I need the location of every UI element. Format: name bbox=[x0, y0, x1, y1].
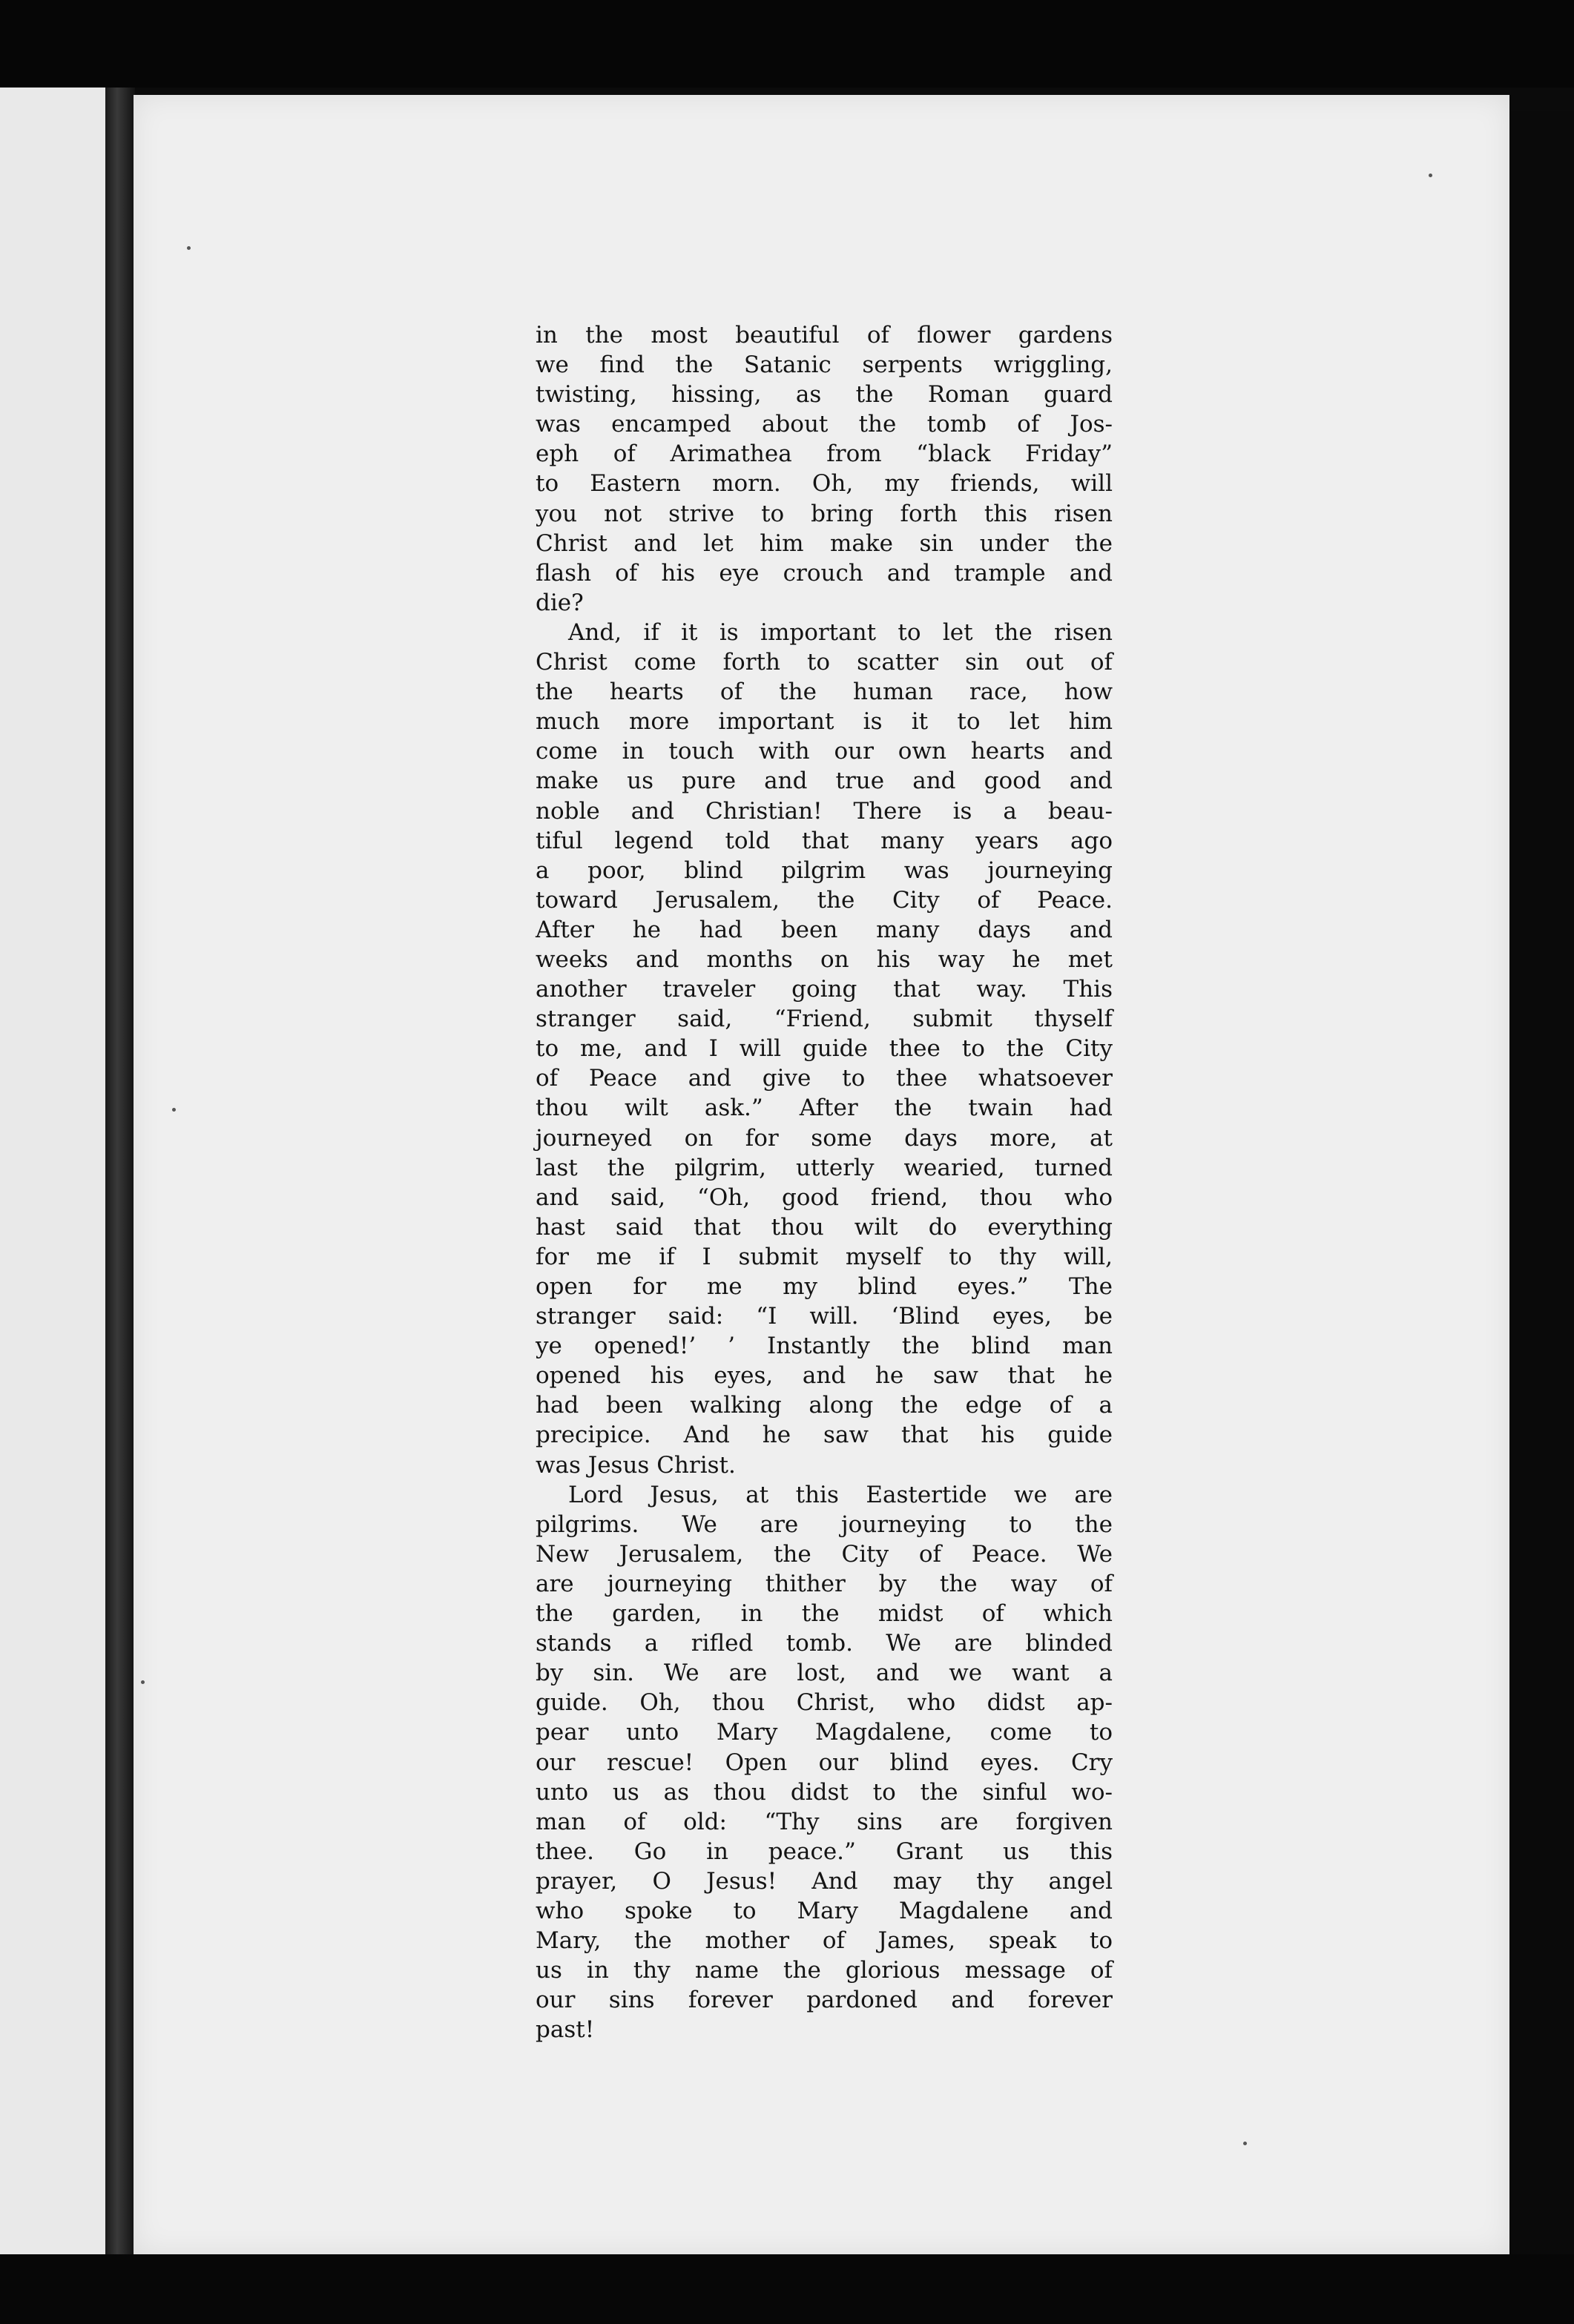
text-line: we find the Satanic serpents wriggling, bbox=[536, 351, 1113, 379]
text-line: and said, “Oh, good friend, thou who bbox=[536, 1184, 1113, 1211]
text-line: much more important is it to let him bbox=[536, 708, 1113, 736]
text-line: past! bbox=[536, 2016, 595, 2044]
text-line: precipice. And he saw that his guide bbox=[536, 1422, 1113, 1449]
text-line: Lord Jesus, at this Eastertide we are bbox=[568, 1481, 1113, 1508]
text-line: stranger said: “I will. ‘Blind eyes, be bbox=[536, 1303, 1113, 1330]
scan-right-border bbox=[1509, 111, 1574, 2269]
text-line: us in thy name the glorious message of bbox=[536, 1957, 1113, 1984]
text-line: for me if I submit myself to thy will, bbox=[536, 1243, 1113, 1270]
text-line: our rescue! Open our blind eyes. Cry bbox=[536, 1749, 1113, 1776]
text-line: tiful legend told that many years ago bbox=[536, 827, 1113, 854]
text-line: by sin. We are lost, and we want a bbox=[536, 1660, 1113, 1687]
text-line: thou wilt ask.” After the twain had bbox=[536, 1095, 1113, 1122]
text-line: Christ and let him make sin under the bbox=[536, 529, 1113, 557]
page-speck bbox=[1243, 2142, 1247, 2145]
binding-gutter bbox=[105, 88, 135, 2275]
page-speck bbox=[1429, 174, 1432, 177]
text-line: New Jerusalem, the City of Peace. We bbox=[536, 1540, 1113, 1568]
text-line: man of old: “Thy sins are forgiven bbox=[536, 1808, 1113, 1835]
page-speck bbox=[187, 246, 191, 250]
page-speck bbox=[141, 1680, 145, 1684]
text-line: pilgrims. We are journeying to the bbox=[536, 1511, 1113, 1538]
text-line: a poor, blind pilgrim was journeying bbox=[536, 856, 1113, 884]
text-line: die? bbox=[536, 589, 584, 616]
text-line: guide. Oh, thou Christ, who didst ap- bbox=[536, 1689, 1113, 1717]
text-line: stands a rifled tomb. We are blinded bbox=[536, 1630, 1113, 1657]
text-line: of Peace and give to thee whatsoever bbox=[536, 1065, 1113, 1092]
scan-top-border bbox=[0, 0, 1574, 88]
text-line: are journeying thither by the way of bbox=[536, 1570, 1113, 1597]
text-line: you not strive to bring forth this risen bbox=[536, 500, 1113, 527]
text-line: twisting, hissing, as the Roman guard bbox=[536, 381, 1113, 409]
page-speck bbox=[172, 1108, 176, 1112]
text-line: another traveler going that way. This bbox=[536, 976, 1113, 1003]
text-line: And, if it is important to let the risen bbox=[568, 618, 1113, 646]
text-line: our sins forever pardoned and forever bbox=[536, 1987, 1113, 2014]
text-line: had been walking along the edge of a bbox=[536, 1392, 1113, 1419]
text-line: come in touch with our own hearts and bbox=[536, 738, 1113, 765]
text-line: Mary, the mother of James, speak to bbox=[536, 1927, 1113, 1955]
text-line: open for me my blind eyes.” The bbox=[536, 1273, 1113, 1300]
text-line: eph of Arimathea from “black Friday” bbox=[536, 440, 1113, 468]
text-line: who spoke to Mary Magdalene and bbox=[536, 1897, 1113, 1924]
text-line: was encamped about the tomb of Jos- bbox=[536, 411, 1113, 438]
text-line: the garden, in the midst of which bbox=[536, 1600, 1113, 1628]
paragraph-3 bbox=[536, 1480, 1113, 2045]
text-line: flash of his eye crouch and trample and bbox=[536, 559, 1113, 587]
facing-page-edge bbox=[0, 88, 116, 2265]
text-line: hast said that thou wilt do everything bbox=[536, 1213, 1113, 1241]
text-line: last the pilgrim, utterly wearied, turned bbox=[536, 1154, 1113, 1181]
text-line: noble and Christian! There is a beau- bbox=[536, 797, 1113, 825]
text-line: in the most beautiful of flower gardens bbox=[536, 322, 1113, 349]
text-line: make us pure and true and good and bbox=[536, 767, 1113, 795]
text-line: was Jesus Christ. bbox=[536, 1451, 736, 1479]
text-line: unto us as thou didst to the sinful wo- bbox=[536, 1778, 1113, 1806]
text-line: weeks and months on his way he met bbox=[536, 945, 1113, 973]
text-line: Christ come forth to scatter sin out of bbox=[536, 649, 1113, 676]
text-line: opened his eyes, and he saw that he bbox=[536, 1362, 1113, 1390]
text-line: thee. Go in peace.” Grant us this bbox=[536, 1838, 1113, 1865]
text-line: ye opened!’ ’ Instantly the blind man bbox=[536, 1333, 1113, 1360]
text-line: prayer, O Jesus! And may thy angel bbox=[536, 1867, 1113, 1895]
text-line: to Eastern morn. Oh, my friends, will bbox=[536, 470, 1113, 498]
scan-bottom-border bbox=[0, 2254, 1574, 2324]
text-line: the hearts of the human race, how bbox=[536, 679, 1113, 706]
article-text bbox=[536, 320, 1113, 2044]
text-line: pear unto Mary Magdalene, come to bbox=[536, 1719, 1113, 1746]
paragraph-2 bbox=[536, 618, 1113, 1480]
text-line: After he had been many days and bbox=[536, 916, 1113, 943]
text-line: stranger said, “Friend, submit thyself bbox=[536, 1006, 1113, 1033]
text-line: journeyed on for some days more, at bbox=[536, 1124, 1113, 1152]
paragraph-1 bbox=[536, 320, 1113, 618]
text-line: toward Jerusalem, the City of Peace. bbox=[536, 886, 1113, 914]
text-line: to me, and I will guide thee to the City bbox=[536, 1035, 1113, 1063]
